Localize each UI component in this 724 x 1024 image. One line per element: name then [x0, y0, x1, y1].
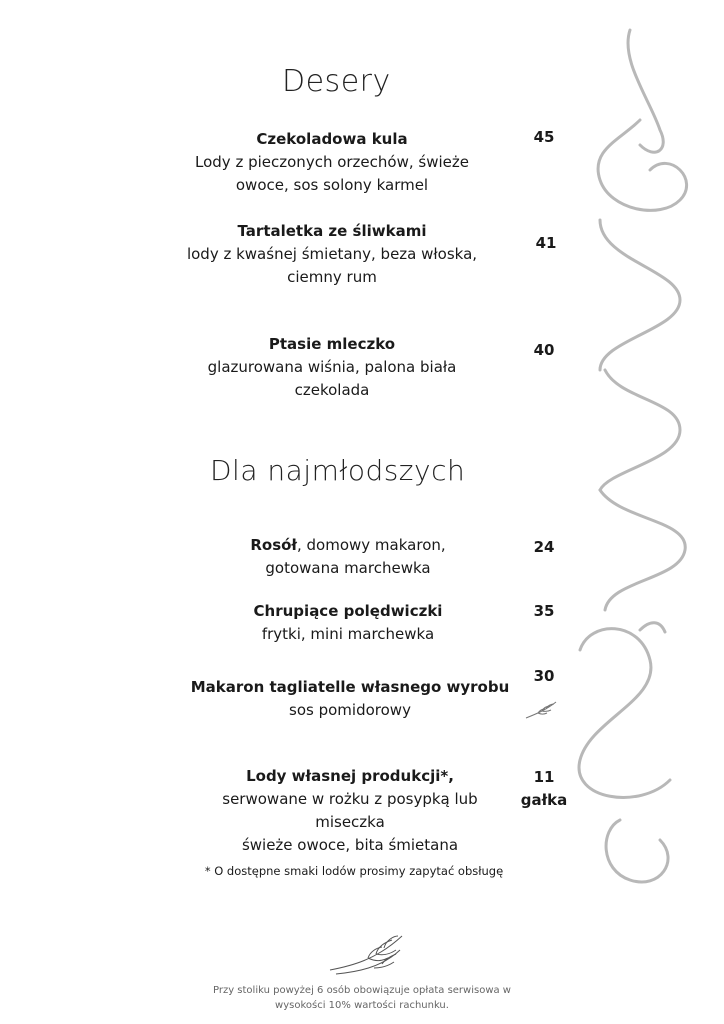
- menu-item: [152, 220, 512, 289]
- price-value: 11: [533, 768, 555, 786]
- item-price: 35: [533, 602, 555, 620]
- menu-item: [168, 534, 528, 580]
- item-name: Tartaletka ze śliwkami: [237, 222, 427, 240]
- item-desc: sos pomidorowy: [289, 701, 411, 719]
- footer-note: [172, 983, 552, 1013]
- wheat-icon: [524, 700, 558, 720]
- item-desc-line: [168, 534, 528, 557]
- script-decoration: [560, 20, 710, 920]
- item-name: Czekoladowa kula: [256, 130, 408, 148]
- menu-item: [152, 128, 512, 197]
- item-desc: frytki, mini marchewka: [261, 625, 435, 643]
- item-name: Makaron tagliatelle własnego wyrobu: [190, 678, 510, 696]
- item-desc: świeże owoce, bita śmietana: [241, 836, 459, 854]
- menu-item: [160, 765, 540, 857]
- footnote: * O dostępne smaki lodów prosimy zapytać obsługę: [204, 864, 504, 878]
- item-desc: miseczka: [315, 813, 385, 831]
- item-desc: gotowana marchewka: [265, 559, 431, 577]
- price-unit: gałka: [520, 791, 568, 809]
- footer-line: Przy stoliku powyżej 6 osób obowiązuje opłata serwisowa w: [212, 985, 511, 996]
- section-title-desery: Desery: [282, 64, 391, 99]
- menu-item: [152, 333, 512, 402]
- footer-line: wysokości 10% wartości rachunku.: [275, 1000, 449, 1011]
- item-desc: glazurowana wiśnia, palona biała: [207, 358, 457, 376]
- item-name: Lody własnej produkcji*,: [246, 767, 454, 785]
- item-desc: czekolada: [294, 381, 370, 399]
- item-desc: Lody z pieczonych orzechów, świeże: [195, 153, 469, 171]
- item-price: 40: [533, 341, 555, 359]
- item-desc: owoce, sos solony karmel: [235, 176, 429, 194]
- item-price: 24: [533, 538, 555, 556]
- item-price: 30: [533, 667, 555, 685]
- item-desc: ciemny rum: [287, 268, 377, 286]
- item-name: Ptasie mleczko: [268, 335, 396, 353]
- section-title-kids: Dla najmłodszych: [210, 454, 466, 487]
- item-name: Rosół: [250, 536, 297, 554]
- item-price: 45: [533, 128, 555, 146]
- item-desc: , domowy makaron,: [297, 536, 446, 554]
- wheat-icon: [326, 930, 406, 980]
- item-desc: lody z kwaśnej śmietany, beza włoska,: [186, 245, 478, 263]
- item-price: [514, 766, 574, 812]
- item-desc: serwowane w rożku z posypką lub: [222, 790, 478, 808]
- item-name: Chrupiące polędwiczki: [253, 602, 443, 620]
- menu-item: [168, 600, 528, 646]
- menu-item: [160, 676, 540, 722]
- item-price: 41: [535, 234, 557, 252]
